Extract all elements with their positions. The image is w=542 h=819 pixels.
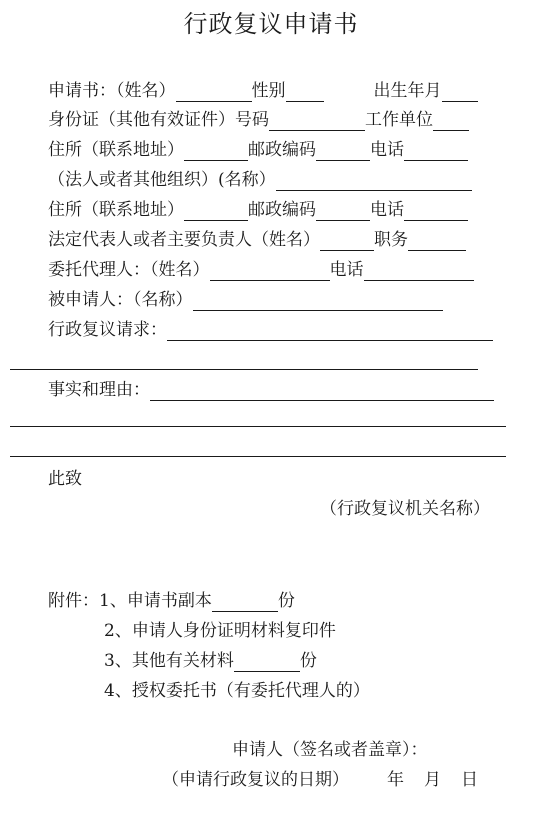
request-label: 行政复议请求： [48,320,167,340]
attachment-3-suffix: 份 [299,651,317,671]
respondent-blank[interactable] [193,290,443,311]
facts-continuation-line-1[interactable] [10,426,506,427]
birth-blank[interactable] [442,81,478,102]
org-address-label: 住所（联系地址） [48,200,184,220]
attachment-2-text: 2、申请人身份证明材料复印件 [104,621,336,641]
org-row-1 [48,167,472,191]
gender-blank[interactable] [286,81,324,102]
phone-label: 电话 [370,140,404,160]
attachment-1-blank[interactable] [212,591,278,612]
attachment-1-prefix: 1、申请书副本 [99,591,212,611]
postcode-blank[interactable] [316,140,370,161]
address-label: 住所（联系地址） [48,140,184,160]
applicant-row-1 [48,78,478,102]
work-label: 工作单位 [365,110,433,130]
attachment-item-4 [104,678,370,702]
facts-continuation-line-2[interactable] [10,456,506,457]
attachment-3-blank[interactable] [234,651,300,672]
agent-name-label: 委托代理人：（姓名） [48,260,210,280]
org-row-2 [48,197,468,221]
facts-blank[interactable] [150,380,494,401]
position-label: 职务 [374,230,408,250]
applicant-name-label: 申请书：（姓名） [48,81,176,101]
org-address-blank[interactable] [184,200,248,221]
attachment-item-3 [104,648,317,672]
attachment-4-text: 4、授权委托书（有委托代理人的） [104,681,370,701]
gender-label: 性别 [251,81,286,101]
birth-label: 出生年月 [373,81,442,101]
salutation [48,466,82,490]
request-row [48,317,493,341]
signature-applicant [232,737,428,761]
attachment-item-2 [104,618,336,642]
authority-label: （行政复议机关名称） [320,499,490,519]
org-phone-label: 电话 [370,200,404,220]
agent-row [48,257,474,281]
rep-blank[interactable] [320,230,374,251]
org-postcode-label: 邮政编码 [248,200,316,220]
respondent-label: 被申请人：（名称） [48,290,193,310]
org-phone-blank[interactable] [404,200,468,221]
request-continuation-line[interactable] [10,369,478,370]
rep-label: 法定代表人或者主要负责人（姓名） [48,230,320,250]
position-blank[interactable] [408,230,466,251]
id-label: 身份证（其他有效证件）号码 [48,110,269,130]
authority [320,496,490,520]
agent-phone-blank[interactable] [364,260,474,281]
facts-label: 事实和理由： [48,380,150,400]
respondent-row [48,287,443,311]
org-name-label: （法人或者其他组织）(名称） [48,170,276,190]
request-blank[interactable] [167,320,493,341]
org-row-3 [48,227,466,251]
salutation-text: 此致 [48,469,82,489]
work-blank[interactable] [433,110,469,131]
applicant-name-blank[interactable] [176,81,252,102]
signature-date [162,767,478,791]
id-blank[interactable] [269,110,365,131]
address-blank[interactable] [184,140,248,161]
attachment-3-prefix: 3、其他有关材料 [104,651,234,671]
attachment-item-1 [48,588,295,612]
agent-name-blank[interactable] [210,260,330,281]
applicant-row-2 [48,107,469,131]
applicant-row-3 [48,137,468,161]
postcode-label: 邮政编码 [248,140,316,160]
signature-date-label: （申请行政复议的日期） [162,770,349,790]
facts-row [48,377,494,401]
agent-phone-label: 电话 [329,260,364,280]
org-postcode-blank[interactable] [316,200,370,221]
document-title: 行政复议申请书 [183,10,359,38]
year-label: 年 [387,770,404,790]
attachment-1-suffix: 份 [277,591,295,611]
day-label: 日 [461,770,478,790]
signature-applicant-label: 申请人（签名或者盖章）： [232,740,428,760]
attachments-label: 附件： [48,591,99,611]
month-label: 月 [424,770,441,790]
phone-blank[interactable] [404,140,468,161]
org-name-blank[interactable] [276,170,472,191]
